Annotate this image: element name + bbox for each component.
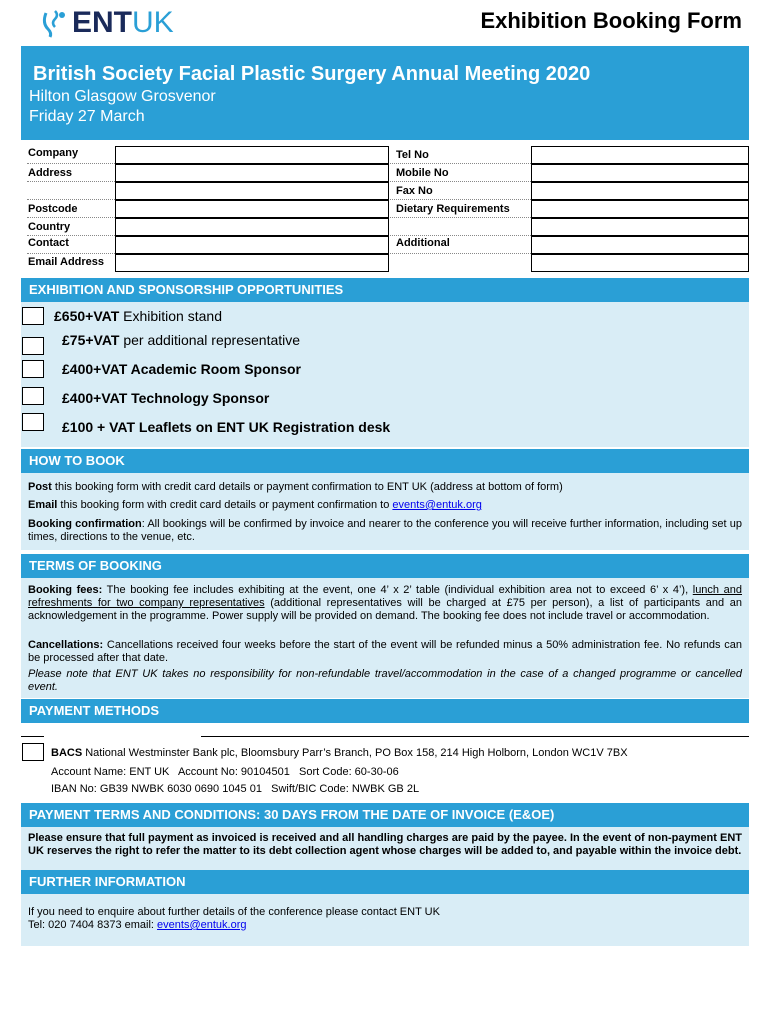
- tel-field[interactable]: [531, 146, 749, 164]
- booking-confirmation-text: Booking confirmation: All bookings will be confirmed by invoice and nearer to the conference you will receive further information, including set up times, directions to the venue, etc.: [28, 518, 742, 543]
- mobile-field[interactable]: [531, 164, 749, 182]
- contact-person-field[interactable]: [115, 236, 389, 254]
- academic-room-option: £400+VAT Academic Room Sponsor: [62, 361, 301, 377]
- email-instructions: Email this booking form with credit card details or payment confirmation to events@entuk.org: [28, 499, 482, 511]
- liability-note: Please note that ENT UK takes no responsibility for non-refundable travel/accommodation in the case of a changed programme or cancelled event.: [28, 668, 742, 693]
- leaflets-checkbox[interactable]: [22, 413, 44, 431]
- contact-person-label: Contact: [28, 237, 69, 249]
- form-title: Exhibition Booking Form: [480, 8, 742, 33]
- post-instructions: Post this booking form with credit card details or payment confirmation to ENT UK (address at bottom of form): [28, 481, 563, 493]
- event-header: [21, 46, 749, 140]
- logo-ent: ENT: [72, 6, 132, 39]
- address-field-2[interactable]: [115, 182, 389, 200]
- academic-room-checkbox[interactable]: [22, 360, 44, 378]
- further-info-text: If you need to enquire about further details of the conference please contact ENT UK: [28, 906, 440, 918]
- address-field-1[interactable]: [115, 164, 389, 182]
- event-venue: Hilton Glasgow Grosvenor: [29, 88, 216, 105]
- mobile-label: Mobile No: [396, 167, 449, 179]
- technology-sponsor-option: £400+VAT Technology Sponsor: [62, 390, 270, 406]
- payment-terms-text: Please ensure that full payment as invoiced is received and all handling charges are paid by the payee. In the event of non-payment ENT UK reserves the right to refer the matter to its debt collection agent whose charges will be added to, and payable within the invoice debt.: [28, 832, 742, 857]
- additional-rep-checkbox[interactable]: [22, 337, 44, 355]
- iban-details: IBAN No: GB39 NWBK 6030 0690 1045 01 Swift/BIC Code: NWBK GB 2L: [51, 783, 420, 795]
- additional-rep-option: £75+VAT per additional representative: [62, 332, 301, 348]
- country-field[interactable]: [115, 218, 389, 236]
- leaflets-option: £100 + VAT Leaflets on ENT UK Registration desk: [62, 419, 391, 435]
- further-info-contact: Tel: 020 7404 8373 email: events@entuk.org: [28, 919, 247, 931]
- payment-terms-panel: [21, 827, 749, 871]
- additional-field-2[interactable]: [531, 254, 749, 272]
- how-to-book-header: HOW TO BOOK: [21, 449, 749, 473]
- exhibition-stand-checkbox[interactable]: [22, 307, 44, 325]
- dietary-field-1[interactable]: [531, 200, 749, 218]
- dietary-label: Dietary Requirements: [396, 203, 510, 215]
- dietary-field-2[interactable]: [531, 218, 749, 236]
- further-info-header: FURTHER INFORMATION: [21, 870, 749, 894]
- ent-uk-logo: [38, 6, 174, 40]
- terms-header: TERMS OF BOOKING: [21, 554, 749, 578]
- additional-field-1[interactable]: [531, 236, 749, 254]
- postcode-label: Postcode: [28, 203, 78, 215]
- logo-figure-icon: [38, 7, 72, 39]
- tel-label: Tel No: [396, 149, 429, 161]
- email-address-field[interactable]: [115, 254, 389, 272]
- events-email-link[interactable]: events@entuk.org: [392, 499, 482, 511]
- booking-fees-text: Booking fees: The booking fee includes exhibiting at the event, one 4’ x 2’ table (individual exhibition area not to exceed 6’ x 4’), lunch and refreshments for two company representatives (additional representatives will be charged at £75 per person), a list of participants and an acknowledgement in the programme. Power supply will be provided on demand. The booking fee does not include travel or accommodation.: [28, 584, 742, 622]
- payment-terms-header: PAYMENT TERMS AND CONDITIONS: 30 DAYS FROM THE DATE OF INVOICE (E&OE): [21, 803, 749, 827]
- additional-label: Additional: [396, 237, 450, 249]
- exhibition-stand-option: £650+VAT Exhibition stand: [54, 308, 222, 324]
- further-info-email-link[interactable]: events@entuk.org: [157, 919, 247, 931]
- email-address-label: Email Address: [28, 256, 105, 268]
- payment-methods-header: PAYMENT METHODS: [21, 699, 749, 723]
- exhibition-section-header: EXHIBITION AND SPONSORSHIP OPPORTUNITIES: [21, 278, 749, 302]
- company-name-field[interactable]: [115, 146, 389, 164]
- address-label: Address: [28, 167, 73, 179]
- logo-uk: UK: [132, 6, 174, 39]
- technology-sponsor-checkbox[interactable]: [22, 387, 44, 405]
- bacs-details: BACS National Westminster Bank plc, Bloomsbury Parr’s Branch, PO Box 158, 214 High Holborn, London WC1V 7BX: [51, 747, 628, 759]
- bacs-checkbox[interactable]: [22, 743, 44, 761]
- fax-label: Fax No: [396, 185, 433, 197]
- fax-field[interactable]: [531, 182, 749, 200]
- company-name-label: Company: [28, 147, 79, 159]
- country-label: Country: [28, 221, 71, 233]
- account-details: Account Name: ENT UK Account No: 90104501 Sort Code: 60-30-06: [51, 766, 399, 778]
- event-date: Friday 27 March: [29, 108, 145, 125]
- cancellations-text: Cancellations: Cancellations received four weeks before the start of the event will be refunded minus a 50% administration fee. No refunds can be processed after that date.: [28, 639, 742, 664]
- postcode-field[interactable]: [115, 200, 389, 218]
- event-name: British Society Facial Plastic Surgery Annual Meeting 2020: [33, 63, 591, 85]
